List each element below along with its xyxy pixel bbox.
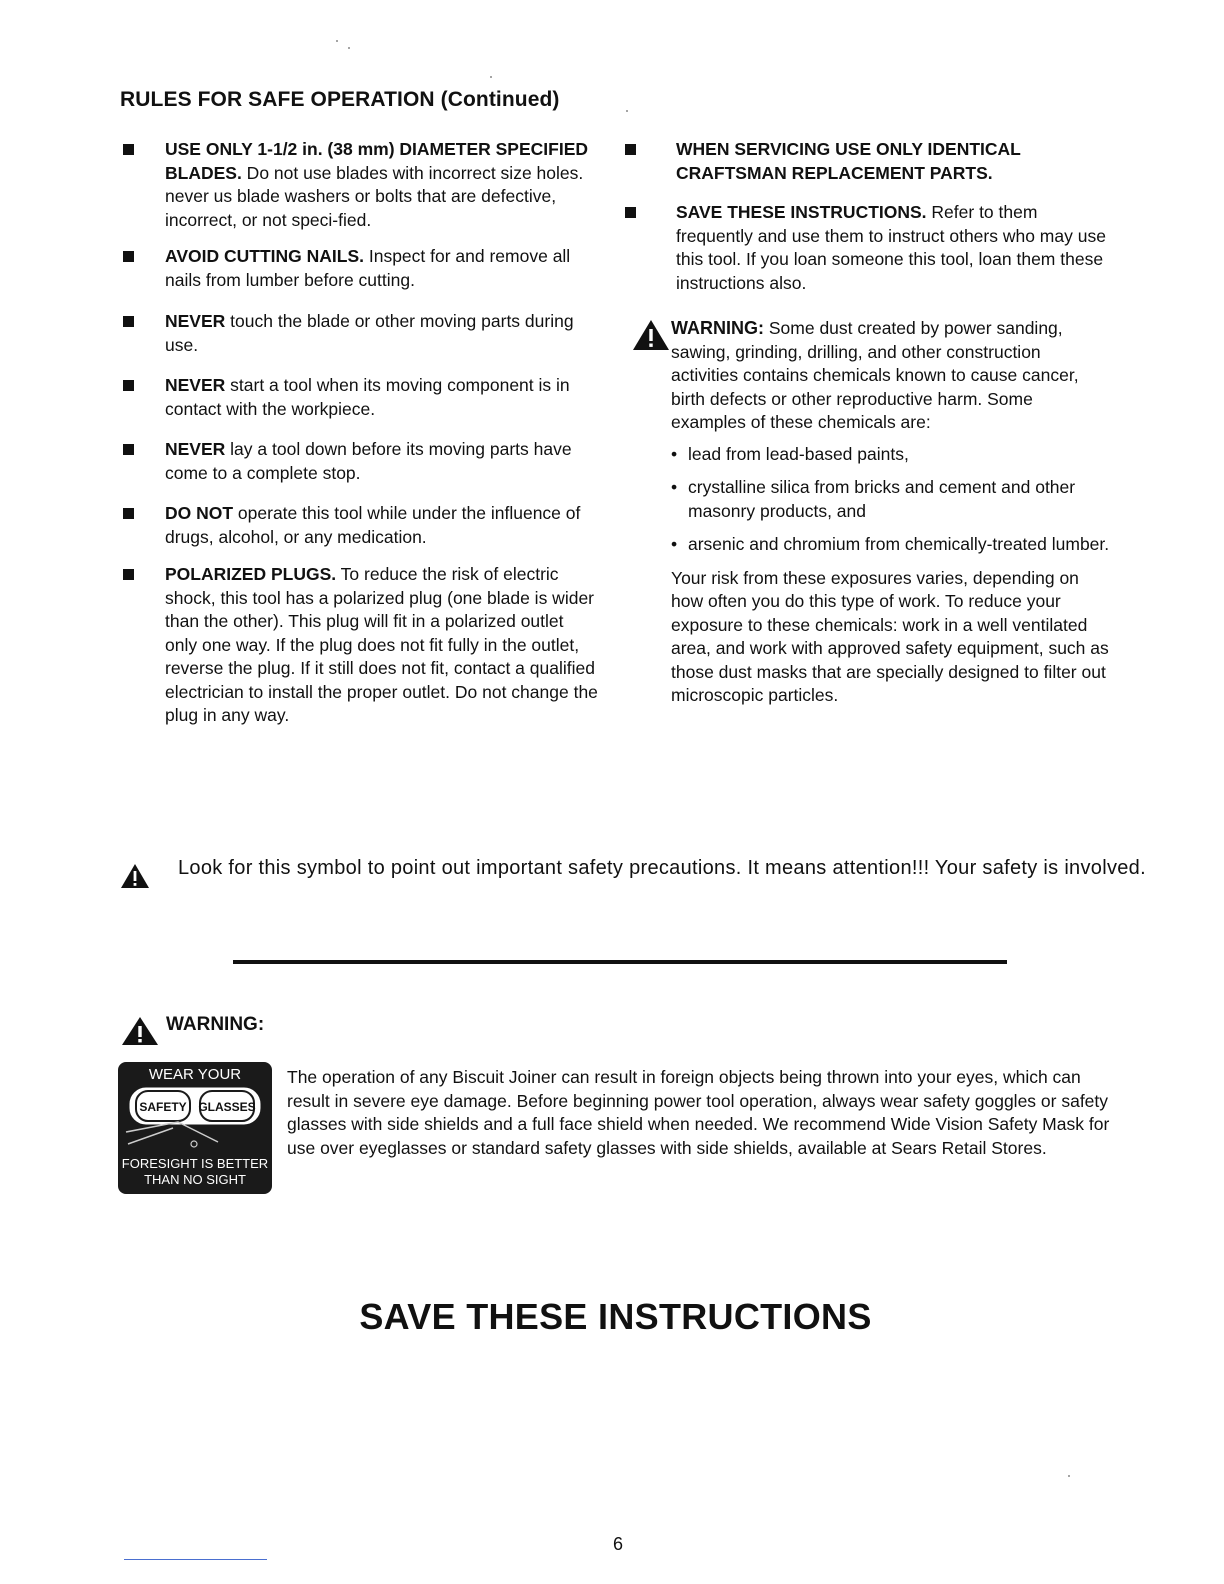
rule-body: Inspect for and remove all nails from lumber before cutting. — [165, 246, 571, 290]
rule-item — [120, 310, 600, 357]
list-item: • arsenic and chromium from chemically-treated lumber. — [671, 533, 1112, 557]
rule-item — [622, 201, 1112, 295]
rule-body: lay a tool down before its moving parts have come to a complete stop. — [165, 439, 572, 483]
scan-speck — [1068, 1475, 1070, 1477]
bullet-square-icon — [123, 444, 134, 455]
footer-rule — [124, 1559, 267, 1560]
left-rules-column — [120, 138, 600, 742]
bullet-dot-icon: • — [671, 477, 678, 497]
bullet-square-icon — [123, 144, 134, 155]
rule-lead: NEVER — [165, 439, 226, 459]
scan-speck — [490, 76, 492, 78]
rule-body: Refer to them frequently and use them to instruct others who may use this tool. If you loan someone this tool, loan them these instructions also. — [676, 202, 1106, 293]
rule-lead: SAVE THESE INSTRUCTIONS. — [676, 202, 927, 222]
rule-lead: POLARIZED PLUGS. — [165, 564, 337, 584]
list-item: • lead from lead-based paints, — [671, 443, 1112, 467]
bullet-dot-icon: • — [671, 534, 678, 554]
list-item: • crystalline silica from bricks and cement and other masonry products, and — [671, 477, 1076, 521]
dust-warning — [622, 317, 1112, 708]
rule-body: To reduce the risk of electric shock, this tool has a polarized plug (one blade is wider than the other). This plug will fit in a polarized outlet only one way. If the plug does not fit fully in the outlet, reverse the plug. If it still does not fit, contact a qualified electrician to install the proper outlet. Do not change the plug in any way. — [165, 564, 598, 725]
badge-bottom-text-2: THAN NO SIGHT — [144, 1172, 246, 1187]
rule-item — [120, 438, 600, 485]
eye-warning-text: The operation of any Biscuit Joiner can result in foreign objects being thrown into your eyes, which can result in severe eye damage. Before beginning power tool operation, always wear safety goggles or safety glasses with side shields and a full face shield when needed. We recommend Wide Vision Safety Mask for use over eyeglasses or standard safety glasses with side shields, available at Sears Retail Stores. — [287, 1067, 1110, 1158]
bullet-square-icon — [123, 316, 134, 327]
rule-item — [120, 374, 600, 421]
rule-lead: NEVER — [165, 311, 226, 331]
section-title: RULES FOR SAFE OPERATION (Continued) — [120, 88, 560, 111]
page-number: 6 — [612, 1534, 623, 1554]
rule-body: touch the blade or other moving parts during use. — [165, 311, 574, 355]
rule-body: start a tool when its moving component is in contact with the workpiece. — [165, 375, 570, 419]
warning-triangle-icon — [120, 1016, 160, 1046]
bullet-square-icon — [123, 380, 134, 391]
rule-item — [120, 245, 600, 292]
eye-warning-label: WARNING: — [166, 1014, 265, 1035]
scan-speck — [336, 40, 338, 42]
divider — [233, 960, 1007, 964]
badge-glasses-text: GLASSES — [198, 1100, 256, 1114]
right-rules-column — [622, 138, 1112, 708]
dust-warning-body: Some dust created by power sanding, sawing, grinding, drilling, and other construction activities contains chemicals known to cause cancer, birth defects or other reproductive harm. Some examples of these chemicals are: — [671, 318, 1079, 432]
scan-speck — [348, 47, 350, 49]
save-instructions-heading: SAVE THESE INSTRUCTIONS — [359, 1296, 872, 1337]
bullet-square-icon — [123, 569, 134, 580]
bullet-square-icon — [625, 144, 636, 155]
rule-lead: AVOID CUTTING NAILS. — [165, 246, 364, 266]
bullet-square-icon — [625, 207, 636, 218]
rule-body: operate this tool while under the influence of drugs, alcohol, or any medication. — [165, 503, 581, 547]
chemicals-list — [671, 443, 1112, 557]
rule-lead: USE ONLY 1-1/2 in. (38 mm) DIAMETER SPECIFIED BLADES. — [165, 139, 589, 183]
rule-lead: DO NOT — [165, 503, 234, 523]
rule-item — [120, 138, 600, 232]
rule-item — [622, 138, 1112, 185]
rule-lead: NEVER — [165, 375, 226, 395]
rule-body: Do not use blades with incorrect size holes. never us blade washers or bolts that are defective, incorrect, or not speci-fied. — [165, 162, 584, 230]
badge-bottom-text-1: FORESIGHT IS BETTER — [121, 1156, 269, 1171]
eye-warning-header — [118, 1014, 264, 1036]
attention-note — [120, 856, 1168, 880]
wear-safety-glasses-badge — [118, 1062, 272, 1194]
rule-lead: WHEN SERVICING USE ONLY IDENTICAL CRAFTSMAN REPLACEMENT PARTS. — [676, 139, 1021, 183]
bullet-dot-icon: • — [671, 443, 678, 464]
badge-top-text: WEAR YOUR — [148, 1066, 242, 1083]
risk-paragraph: Your risk from these exposures varies, depending on how often you do this type of work. To reduce your exposure to these chemicals: work in a well ventilated area, and work with approved safety equipment, such as those dust masks that are specially designed to filter out microscopic particles. — [671, 567, 1109, 705]
attention-text: Look for this symbol to point out important safety precautions. It means attention!!! Your safety is involved. — [178, 857, 1146, 879]
warning-triangle-icon — [632, 319, 670, 351]
dust-warning-label: WARNING: — [671, 318, 764, 338]
rule-item — [120, 502, 600, 549]
rule-item — [120, 563, 600, 728]
bullet-square-icon — [123, 251, 134, 262]
bullet-square-icon — [123, 508, 134, 519]
warning-triangle-icon — [120, 863, 150, 889]
badge-safety-text: SAFETY — [139, 1100, 187, 1114]
scan-speck — [626, 110, 628, 112]
